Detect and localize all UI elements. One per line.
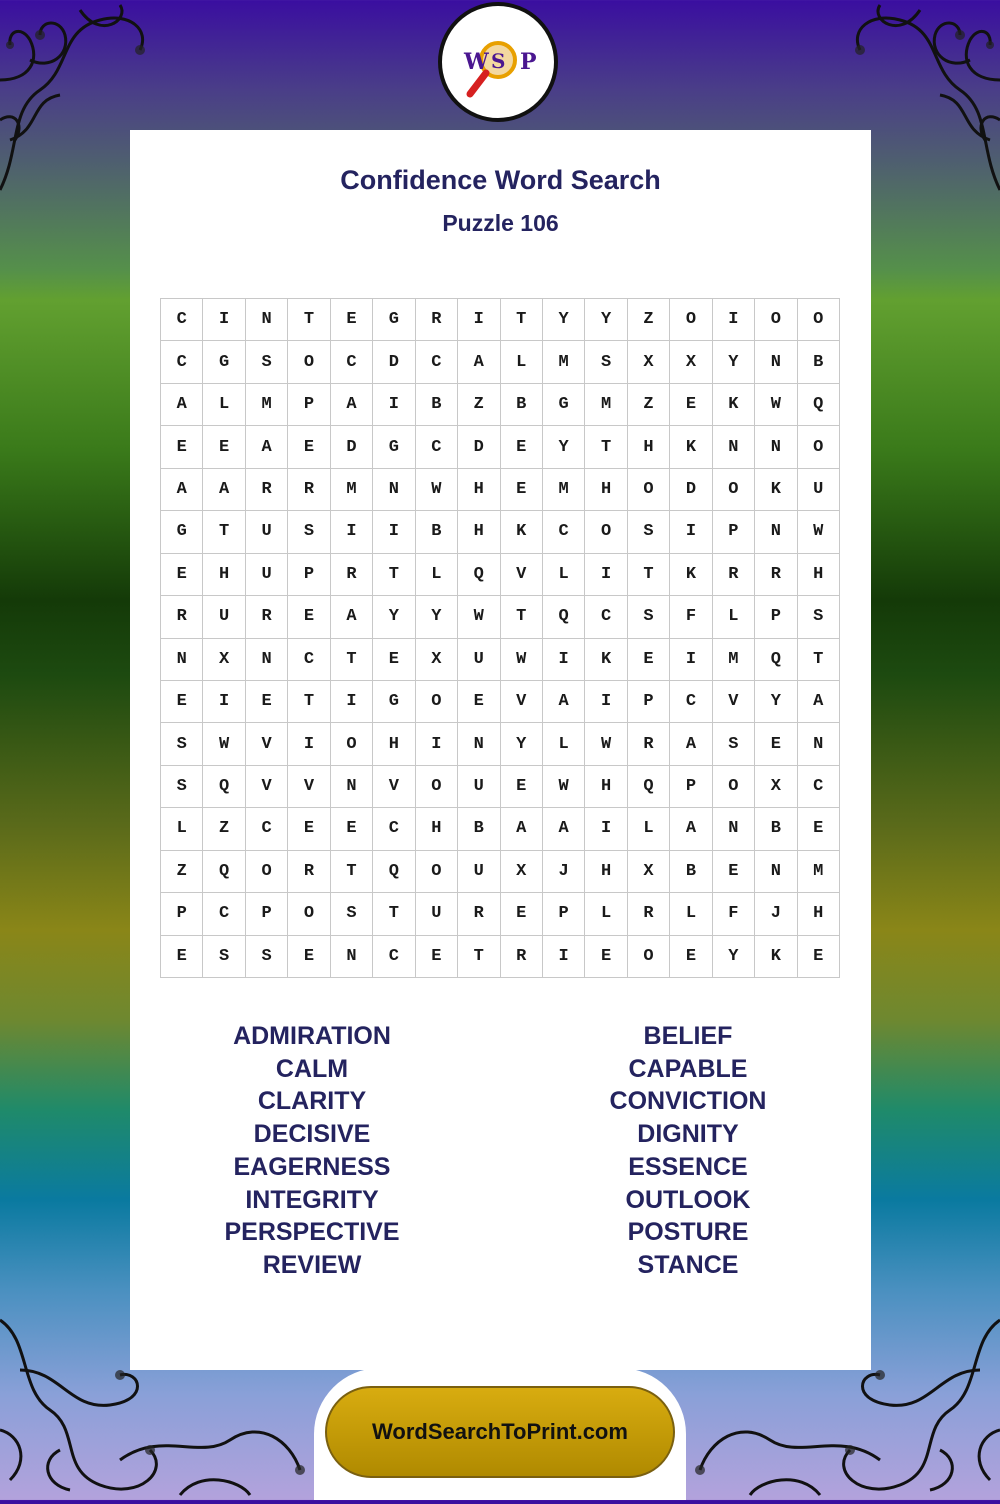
grid-cell[interactable]: C (670, 681, 712, 723)
grid-cell[interactable]: O (246, 851, 288, 893)
grid-cell[interactable]: Y (543, 426, 585, 468)
grid-cell[interactable]: I (416, 723, 458, 765)
grid-cell[interactable]: O (585, 511, 627, 553)
logo-letter-w: W (464, 49, 489, 75)
logo-letter-p: P (520, 49, 537, 75)
grid-cell[interactable]: N (755, 511, 797, 553)
grid-cell[interactable]: T (501, 299, 543, 341)
grid-cell[interactable]: A (458, 341, 500, 383)
grid-cell[interactable]: I (670, 511, 712, 553)
grid-cell[interactable]: A (543, 808, 585, 850)
grid-cell[interactable]: E (373, 639, 415, 681)
grid-cell[interactable]: V (713, 681, 755, 723)
grid-cell[interactable]: H (585, 469, 627, 511)
grid-cell[interactable]: W (203, 723, 245, 765)
grid-cell[interactable]: O (628, 469, 670, 511)
grid-cell[interactable]: U (203, 596, 245, 638)
grid-cell[interactable]: V (246, 766, 288, 808)
grid-cell[interactable]: A (670, 808, 712, 850)
grid-cell[interactable]: P (161, 893, 203, 935)
grid-cell[interactable]: M (331, 469, 373, 511)
grid-cell[interactable]: Y (543, 299, 585, 341)
grid-cell[interactable]: L (161, 808, 203, 850)
grid-cell[interactable]: Z (628, 299, 670, 341)
grid-cell[interactable]: E (458, 681, 500, 723)
grid-cell[interactable]: L (501, 341, 543, 383)
grid-cell[interactable]: V (373, 766, 415, 808)
word-list-item: CALM (275, 1054, 349, 1083)
grid-cell[interactable]: I (458, 299, 500, 341)
grid-cell[interactable]: A (161, 469, 203, 511)
grid-cell[interactable]: E (161, 936, 203, 978)
grid-cell[interactable]: D (331, 426, 373, 468)
grid-cell[interactable]: L (543, 723, 585, 765)
grid-cell[interactable]: N (755, 341, 797, 383)
grid-cell[interactable]: J (755, 893, 797, 935)
grid-cell[interactable]: O (416, 766, 458, 808)
grid-cell[interactable]: X (755, 766, 797, 808)
grid-cell[interactable]: T (628, 554, 670, 596)
grid-cell[interactable]: X (628, 851, 670, 893)
grid-cell[interactable]: I (331, 511, 373, 553)
grid-cell[interactable]: R (416, 299, 458, 341)
grid-cell[interactable]: R (246, 469, 288, 511)
grid-cell[interactable]: L (670, 893, 712, 935)
grid-cell[interactable]: G (373, 299, 415, 341)
grid-cell[interactable]: R (755, 554, 797, 596)
grid-cell[interactable]: O (713, 766, 755, 808)
grid-cell[interactable]: J (543, 851, 585, 893)
grid-cell[interactable]: H (585, 851, 627, 893)
grid-cell[interactable]: T (373, 554, 415, 596)
grid-cell[interactable]: K (755, 936, 797, 978)
grid-cell[interactable]: B (798, 341, 840, 383)
grid-cell[interactable]: N (246, 299, 288, 341)
grid-cell[interactable]: C (416, 341, 458, 383)
grid-cell[interactable]: A (246, 426, 288, 468)
grid-cell[interactable]: V (501, 681, 543, 723)
word-list-item: POSTURE (627, 1218, 749, 1247)
grid-cell[interactable]: N (458, 723, 500, 765)
grid-cell[interactable]: T (798, 639, 840, 681)
grid-cell[interactable]: I (585, 554, 627, 596)
grid-cell[interactable]: F (713, 893, 755, 935)
word-list-left (152, 1020, 472, 1282)
grid-cell[interactable]: U (798, 469, 840, 511)
grid-cell[interactable]: Z (458, 384, 500, 426)
grid-cell[interactable]: S (288, 511, 330, 553)
grid-cell[interactable]: R (288, 851, 330, 893)
grid-cell[interactable]: B (458, 808, 500, 850)
grid-cell[interactable]: Y (585, 299, 627, 341)
grid-cell[interactable]: I (203, 299, 245, 341)
grid-cell[interactable]: E (501, 469, 543, 511)
grid-cell[interactable]: T (288, 681, 330, 723)
grid-cell[interactable]: S (246, 936, 288, 978)
grid-cell[interactable]: L (628, 808, 670, 850)
grid-cell[interactable]: H (416, 808, 458, 850)
word-list-item: DIGNITY (637, 1120, 739, 1149)
grid-cell[interactable]: N (713, 426, 755, 468)
grid-cell[interactable]: P (755, 596, 797, 638)
grid-cell[interactable]: B (416, 511, 458, 553)
grid-cell[interactable]: E (161, 681, 203, 723)
grid-cell[interactable]: E (161, 426, 203, 468)
grid-cell[interactable]: E (416, 936, 458, 978)
grid-cell[interactable]: H (458, 511, 500, 553)
logo-letter-s: S (491, 49, 506, 73)
grid-cell[interactable]: D (458, 426, 500, 468)
grid-cell[interactable]: Y (501, 723, 543, 765)
grid-cell[interactable]: N (246, 639, 288, 681)
grid-cell[interactable]: R (246, 596, 288, 638)
grid-cell[interactable]: P (288, 384, 330, 426)
puzzle-card (130, 130, 871, 1370)
grid-cell[interactable]: E (501, 893, 543, 935)
grid-cell[interactable]: A (203, 469, 245, 511)
grid-cell[interactable]: E (670, 936, 712, 978)
grid-cell[interactable]: R (331, 554, 373, 596)
grid-cell[interactable]: W (501, 639, 543, 681)
grid-cell[interactable]: H (798, 893, 840, 935)
grid-cell[interactable]: E (501, 426, 543, 468)
grid-cell[interactable]: G (543, 384, 585, 426)
grid-cell[interactable]: E (331, 808, 373, 850)
grid-cell[interactable]: E (501, 766, 543, 808)
grid-cell[interactable]: E (246, 681, 288, 723)
grid-cell[interactable]: O (416, 851, 458, 893)
page-title: Confidence Word Search (340, 165, 661, 195)
grid-cell[interactable]: U (416, 893, 458, 935)
grid-cell[interactable]: X (416, 639, 458, 681)
grid-cell[interactable]: I (331, 681, 373, 723)
grid-cell[interactable]: Z (628, 384, 670, 426)
grid-cell[interactable]: T (458, 936, 500, 978)
grid-cell[interactable]: W (458, 596, 500, 638)
grid-cell[interactable]: K (670, 554, 712, 596)
grid-cell[interactable]: I (203, 681, 245, 723)
grid-cell[interactable]: C (331, 341, 373, 383)
word-list-item: ADMIRATION (233, 1022, 391, 1050)
grid-cell[interactable]: X (670, 341, 712, 383)
grid-cell[interactable]: A (161, 384, 203, 426)
grid-cell[interactable]: O (416, 681, 458, 723)
grid-cell[interactable]: L (713, 596, 755, 638)
word-list-item: STANCE (637, 1250, 739, 1279)
grid-cell[interactable]: M (798, 851, 840, 893)
word-list-item: EAGERNESS (233, 1152, 391, 1181)
grid-cell[interactable]: W (585, 723, 627, 765)
grid-cell[interactable]: T (331, 851, 373, 893)
grid-cell[interactable]: O (288, 341, 330, 383)
grid-cell[interactable]: I (585, 808, 627, 850)
word-list-item: CLARITY (257, 1087, 367, 1116)
grid-cell[interactable]: Q (543, 596, 585, 638)
word-list-item: INTEGRITY (245, 1185, 379, 1214)
grid-cell[interactable]: L (203, 384, 245, 426)
grid-cell[interactable]: E (755, 723, 797, 765)
grid-cell[interactable]: P (246, 893, 288, 935)
grid-cell[interactable]: E (161, 554, 203, 596)
letter-grid (160, 298, 840, 978)
grid-cell[interactable]: K (585, 639, 627, 681)
grid-cell[interactable]: C (798, 766, 840, 808)
grid-cell[interactable]: N (373, 469, 415, 511)
grid-cell[interactable]: Y (755, 681, 797, 723)
grid-cell[interactable]: P (543, 893, 585, 935)
word-list-item: CONVICTION (609, 1087, 767, 1116)
grid-cell[interactable]: E (713, 851, 755, 893)
grid-cell[interactable]: N (713, 808, 755, 850)
grid-cell[interactable]: W (543, 766, 585, 808)
grid-cell[interactable]: K (501, 511, 543, 553)
grid-cell[interactable]: T (288, 299, 330, 341)
word-list-item: REVIEW (262, 1250, 362, 1279)
grid-cell[interactable]: T (203, 511, 245, 553)
grid-cell[interactable]: V (288, 766, 330, 808)
grid-cell[interactable]: S (585, 341, 627, 383)
grid-cell[interactable]: B (670, 851, 712, 893)
grid-cell[interactable]: W (416, 469, 458, 511)
grid-cell[interactable]: H (458, 469, 500, 511)
grid-cell[interactable]: I (543, 936, 585, 978)
grid-cell[interactable]: U (458, 851, 500, 893)
grid-cell[interactable]: O (755, 299, 797, 341)
grid-cell[interactable]: O (288, 893, 330, 935)
grid-cell[interactable]: Q (203, 766, 245, 808)
grid-cell[interactable]: I (373, 384, 415, 426)
grid-cell[interactable]: R (713, 554, 755, 596)
grid-cell[interactable]: S (331, 893, 373, 935)
grid-cell[interactable]: A (543, 681, 585, 723)
grid-cell[interactable]: D (373, 341, 415, 383)
grid-cell[interactable]: C (288, 639, 330, 681)
grid-cell[interactable]: I (373, 511, 415, 553)
grid-cell[interactable]: V (246, 723, 288, 765)
grid-cell[interactable]: G (373, 426, 415, 468)
word-list-item: BELIEF (643, 1022, 733, 1050)
grid-cell[interactable]: E (798, 936, 840, 978)
word-list-item: OUTLOOK (625, 1185, 751, 1214)
site-logo[interactable] (438, 2, 558, 122)
grid-cell[interactable]: F (670, 596, 712, 638)
grid-cell[interactable]: N (755, 426, 797, 468)
grid-cell[interactable]: E (203, 426, 245, 468)
grid-cell[interactable]: C (161, 341, 203, 383)
grid-cell[interactable]: Y (416, 596, 458, 638)
grid-cell[interactable]: R (628, 893, 670, 935)
grid-cell[interactable]: H (373, 723, 415, 765)
grid-cell[interactable]: S (628, 596, 670, 638)
grid-cell[interactable]: C (161, 299, 203, 341)
grid-cell[interactable]: V (501, 554, 543, 596)
grid-cell[interactable]: B (755, 808, 797, 850)
grid-cell[interactable]: M (543, 469, 585, 511)
grid-cell[interactable]: E (628, 639, 670, 681)
grid-cell[interactable]: A (798, 681, 840, 723)
grid-cell[interactable]: T (501, 596, 543, 638)
grid-cell[interactable]: E (585, 936, 627, 978)
grid-cell[interactable]: H (585, 766, 627, 808)
grid-cell[interactable]: U (246, 554, 288, 596)
grid-cell[interactable]: T (331, 639, 373, 681)
grid-cell[interactable]: G (373, 681, 415, 723)
grid-cell[interactable]: E (670, 384, 712, 426)
grid-cell[interactable]: C (203, 893, 245, 935)
grid-cell[interactable]: D (670, 469, 712, 511)
grid-cell[interactable]: P (670, 766, 712, 808)
grid-cell[interactable]: S (161, 766, 203, 808)
grid-cell[interactable]: S (203, 936, 245, 978)
grid-cell[interactable]: Q (203, 851, 245, 893)
grid-cell[interactable]: R (501, 936, 543, 978)
grid-cell[interactable]: Q (458, 554, 500, 596)
grid-cell[interactable]: Q (755, 639, 797, 681)
grid-cell[interactable]: G (203, 341, 245, 383)
grid-cell[interactable]: O (670, 299, 712, 341)
grid-cell[interactable]: C (543, 511, 585, 553)
grid-cell[interactable]: M (543, 341, 585, 383)
grid-cell[interactable]: L (416, 554, 458, 596)
grid-cell[interactable]: Z (161, 851, 203, 893)
grid-cell[interactable]: I (543, 639, 585, 681)
grid-cell[interactable]: P (288, 554, 330, 596)
grid-cell[interactable]: A (501, 808, 543, 850)
grid-cell[interactable]: Z (203, 808, 245, 850)
grid-cell[interactable]: M (246, 384, 288, 426)
word-list-right (528, 1020, 848, 1282)
grid-cell[interactable]: A (331, 596, 373, 638)
grid-cell[interactable]: C (246, 808, 288, 850)
grid-cell[interactable]: M (713, 639, 755, 681)
grid-cell[interactable]: L (543, 554, 585, 596)
grid-cell[interactable]: S (246, 341, 288, 383)
footer-site-link[interactable]: WordSearchToPrint.com (325, 1386, 675, 1478)
grid-cell[interactable]: E (288, 808, 330, 850)
grid-cell[interactable]: U (458, 639, 500, 681)
grid-cell[interactable]: Y (713, 936, 755, 978)
grid-cell[interactable]: O (798, 426, 840, 468)
grid-cell[interactable]: I (585, 681, 627, 723)
grid-cell[interactable]: X (628, 341, 670, 383)
grid-cell[interactable]: E (331, 299, 373, 341)
grid-cell[interactable]: T (373, 893, 415, 935)
grid-cell[interactable]: C (585, 596, 627, 638)
grid-cell[interactable]: E (288, 426, 330, 468)
grid-cell[interactable]: A (331, 384, 373, 426)
grid-cell[interactable]: H (628, 426, 670, 468)
grid-cell[interactable]: U (246, 511, 288, 553)
grid-cell[interactable]: H (798, 554, 840, 596)
grid-cell[interactable]: N (755, 851, 797, 893)
grid-cell[interactable]: X (501, 851, 543, 893)
grid-cell[interactable]: B (416, 384, 458, 426)
grid-cell[interactable]: I (713, 299, 755, 341)
grid-cell[interactable]: E (288, 596, 330, 638)
grid-cell[interactable]: L (585, 893, 627, 935)
grid-cell[interactable]: K (713, 384, 755, 426)
grid-cell[interactable]: E (288, 936, 330, 978)
grid-cell[interactable]: O (628, 936, 670, 978)
grid-cell[interactable]: U (458, 766, 500, 808)
grid-cell[interactable]: W (798, 511, 840, 553)
grid-cell[interactable]: I (670, 639, 712, 681)
grid-cell[interactable]: C (416, 426, 458, 468)
grid-cell[interactable]: C (373, 936, 415, 978)
grid-cell[interactable]: Y (373, 596, 415, 638)
grid-cell[interactable]: I (288, 723, 330, 765)
grid-cell[interactable]: Q (373, 851, 415, 893)
word-list-item: CAPABLE (628, 1054, 748, 1083)
grid-cell[interactable]: N (798, 723, 840, 765)
word-list-item: ESSENCE (628, 1152, 748, 1181)
grid-cell[interactable]: W (755, 384, 797, 426)
grid-cell[interactable]: S (628, 511, 670, 553)
grid-cell[interactable]: R (628, 723, 670, 765)
puzzle-number: Puzzle 106 (442, 210, 559, 236)
grid-cell[interactable]: P (713, 511, 755, 553)
grid-cell[interactable]: R (458, 893, 500, 935)
grid-cell[interactable]: N (331, 936, 373, 978)
grid-cell[interactable]: K (755, 469, 797, 511)
grid-cell[interactable]: Y (713, 341, 755, 383)
grid-cell[interactable]: S (161, 723, 203, 765)
grid-cell[interactable]: S (798, 596, 840, 638)
grid-cell[interactable]: O (331, 723, 373, 765)
grid-cell[interactable]: R (161, 596, 203, 638)
grid-cell[interactable]: C (373, 808, 415, 850)
grid-cell[interactable]: N (331, 766, 373, 808)
word-list-item: DECISIVE (253, 1120, 371, 1149)
grid-cell[interactable]: O (798, 299, 840, 341)
grid-cell[interactable]: G (161, 511, 203, 553)
grid-cell[interactable]: Q (798, 384, 840, 426)
grid-cell[interactable]: O (713, 469, 755, 511)
grid-cell[interactable]: E (798, 808, 840, 850)
grid-cell[interactable]: T (585, 426, 627, 468)
grid-cell[interactable]: N (161, 639, 203, 681)
grid-cell[interactable]: P (628, 681, 670, 723)
grid-cell[interactable]: B (501, 384, 543, 426)
grid-cell[interactable]: A (670, 723, 712, 765)
word-list-item: PERSPECTIVE (224, 1218, 400, 1247)
grid-cell[interactable]: H (203, 554, 245, 596)
grid-cell[interactable]: R (288, 469, 330, 511)
grid-cell[interactable]: Q (628, 766, 670, 808)
grid-cell[interactable]: S (713, 723, 755, 765)
grid-cell[interactable]: M (585, 384, 627, 426)
grid-cell[interactable]: K (670, 426, 712, 468)
grid-cell[interactable]: X (203, 639, 245, 681)
